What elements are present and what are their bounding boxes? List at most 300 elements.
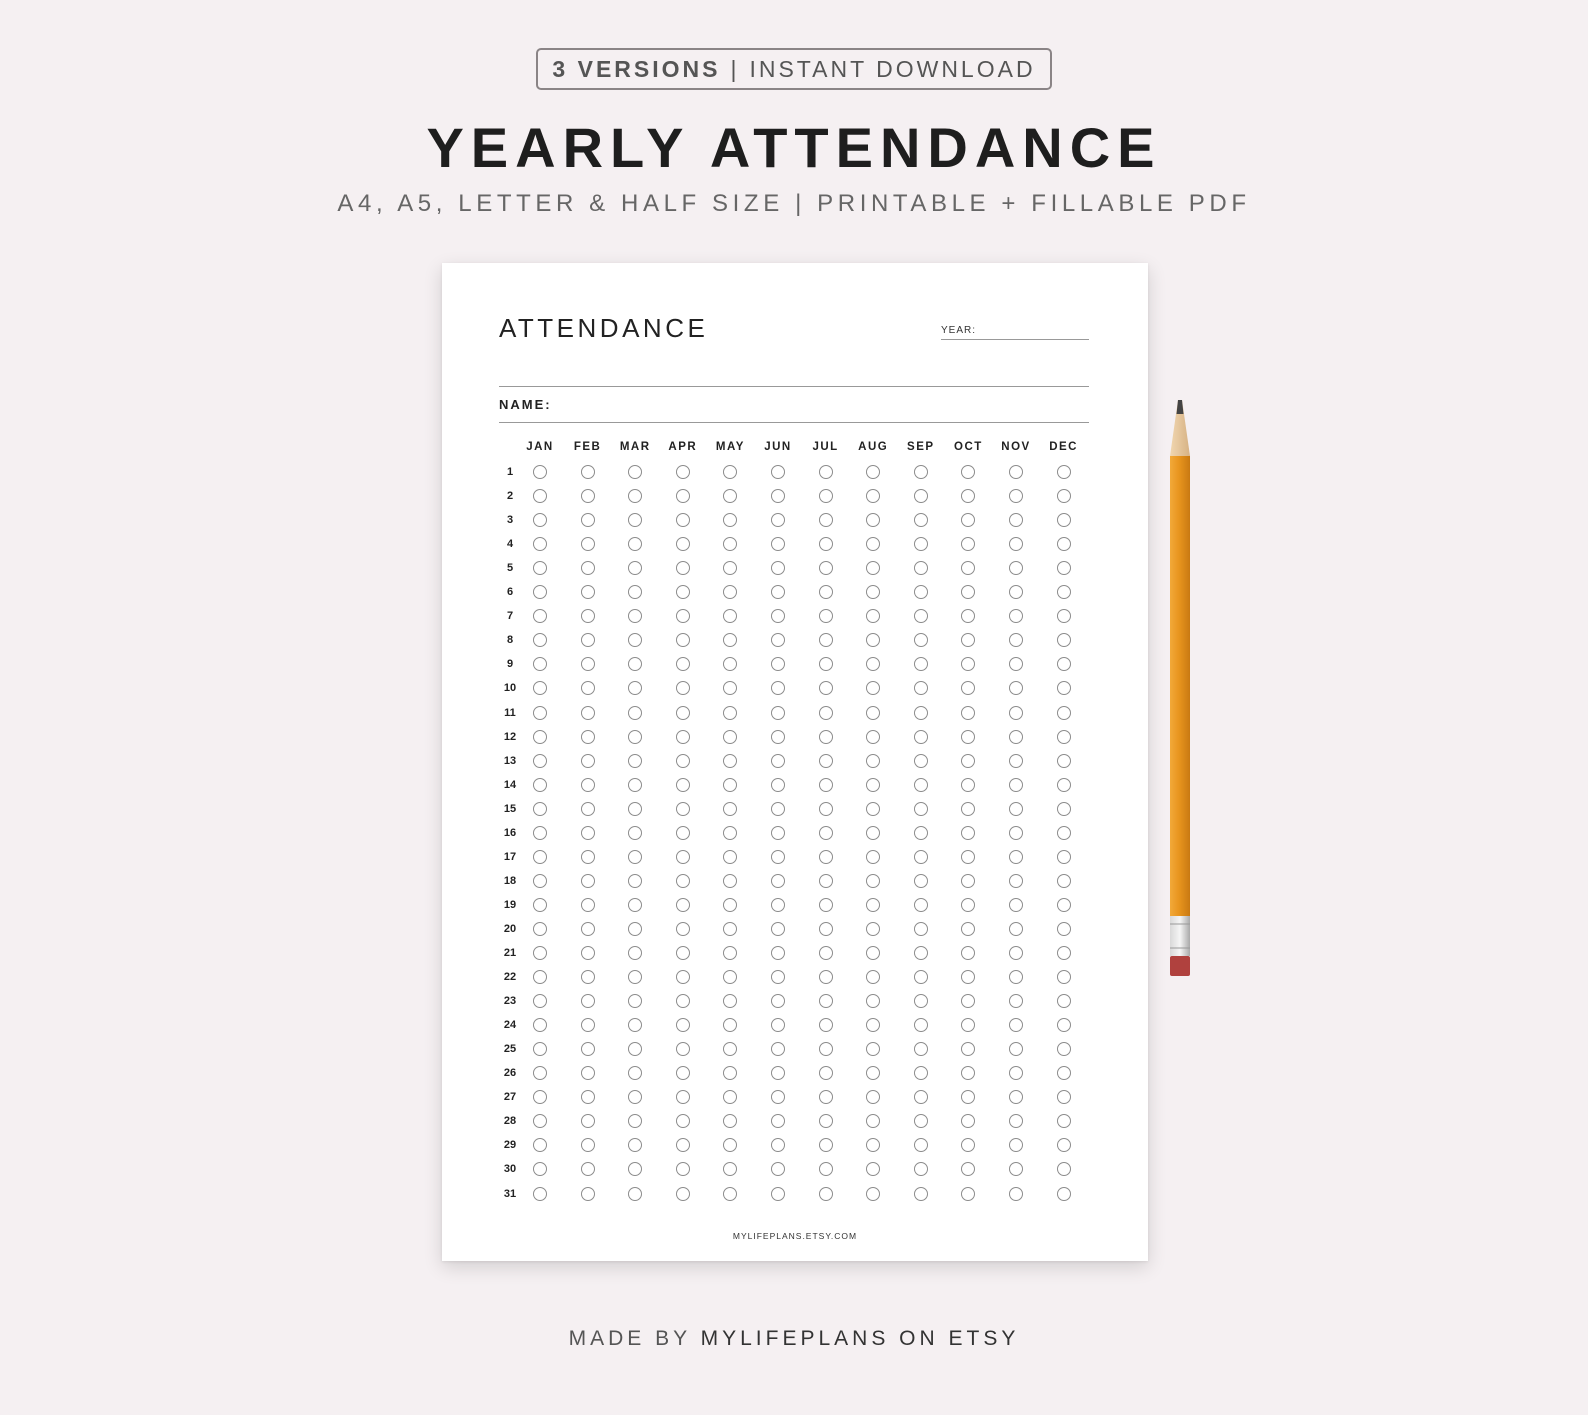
attendance-checkbox[interactable] bbox=[628, 1187, 642, 1201]
attendance-checkbox[interactable] bbox=[819, 826, 833, 840]
attendance-checkbox[interactable] bbox=[1009, 994, 1023, 1008]
attendance-checkbox[interactable] bbox=[819, 970, 833, 984]
attendance-checkbox[interactable] bbox=[1057, 1114, 1071, 1128]
attendance-checkbox[interactable] bbox=[581, 1066, 595, 1080]
attendance-checkbox[interactable] bbox=[1057, 513, 1071, 527]
attendance-checkbox[interactable] bbox=[1009, 946, 1023, 960]
attendance-checkbox[interactable] bbox=[628, 706, 642, 720]
attendance-checkbox[interactable] bbox=[1009, 513, 1023, 527]
attendance-checkbox[interactable] bbox=[581, 1138, 595, 1152]
attendance-checkbox[interactable] bbox=[914, 1066, 928, 1080]
attendance-checkbox[interactable] bbox=[676, 1042, 690, 1056]
attendance-checkbox[interactable] bbox=[961, 609, 975, 623]
attendance-checkbox[interactable] bbox=[771, 1114, 785, 1128]
attendance-checkbox[interactable] bbox=[628, 802, 642, 816]
attendance-checkbox[interactable] bbox=[866, 513, 880, 527]
attendance-checkbox[interactable] bbox=[866, 874, 880, 888]
attendance-checkbox[interactable] bbox=[533, 513, 547, 527]
attendance-checkbox[interactable] bbox=[914, 1018, 928, 1032]
attendance-checkbox[interactable] bbox=[1009, 922, 1023, 936]
attendance-checkbox[interactable] bbox=[914, 778, 928, 792]
attendance-checkbox[interactable] bbox=[723, 970, 737, 984]
attendance-checkbox[interactable] bbox=[1009, 537, 1023, 551]
attendance-checkbox[interactable] bbox=[723, 1090, 737, 1104]
attendance-checkbox[interactable] bbox=[1057, 537, 1071, 551]
attendance-checkbox[interactable] bbox=[771, 1138, 785, 1152]
attendance-checkbox[interactable] bbox=[1009, 1114, 1023, 1128]
attendance-checkbox[interactable] bbox=[819, 681, 833, 695]
attendance-checkbox[interactable] bbox=[866, 826, 880, 840]
attendance-checkbox[interactable] bbox=[676, 609, 690, 623]
attendance-checkbox[interactable] bbox=[819, 922, 833, 936]
attendance-checkbox[interactable] bbox=[533, 946, 547, 960]
attendance-checkbox[interactable] bbox=[581, 1187, 595, 1201]
attendance-checkbox[interactable] bbox=[961, 681, 975, 695]
attendance-checkbox[interactable] bbox=[866, 946, 880, 960]
attendance-checkbox[interactable] bbox=[628, 730, 642, 744]
attendance-checkbox[interactable] bbox=[628, 946, 642, 960]
attendance-checkbox[interactable] bbox=[581, 609, 595, 623]
attendance-checkbox[interactable] bbox=[1009, 609, 1023, 623]
attendance-checkbox[interactable] bbox=[723, 561, 737, 575]
attendance-checkbox[interactable] bbox=[961, 633, 975, 647]
attendance-checkbox[interactable] bbox=[914, 633, 928, 647]
attendance-checkbox[interactable] bbox=[723, 489, 737, 503]
attendance-checkbox[interactable] bbox=[819, 1090, 833, 1104]
attendance-checkbox[interactable] bbox=[676, 706, 690, 720]
attendance-checkbox[interactable] bbox=[961, 1066, 975, 1080]
attendance-checkbox[interactable] bbox=[533, 1042, 547, 1056]
attendance-checkbox[interactable] bbox=[961, 1138, 975, 1152]
attendance-checkbox[interactable] bbox=[628, 1162, 642, 1176]
attendance-checkbox[interactable] bbox=[723, 657, 737, 671]
attendance-checkbox[interactable] bbox=[771, 465, 785, 479]
attendance-checkbox[interactable] bbox=[914, 994, 928, 1008]
attendance-checkbox[interactable] bbox=[866, 898, 880, 912]
attendance-checkbox[interactable] bbox=[771, 922, 785, 936]
attendance-checkbox[interactable] bbox=[533, 970, 547, 984]
attendance-checkbox[interactable] bbox=[628, 1066, 642, 1080]
attendance-checkbox[interactable] bbox=[819, 754, 833, 768]
attendance-checkbox[interactable] bbox=[914, 706, 928, 720]
attendance-checkbox[interactable] bbox=[581, 1042, 595, 1056]
attendance-checkbox[interactable] bbox=[533, 730, 547, 744]
attendance-checkbox[interactable] bbox=[676, 1138, 690, 1152]
attendance-checkbox[interactable] bbox=[771, 826, 785, 840]
attendance-checkbox[interactable] bbox=[676, 850, 690, 864]
attendance-checkbox[interactable] bbox=[819, 706, 833, 720]
attendance-checkbox[interactable] bbox=[771, 561, 785, 575]
attendance-checkbox[interactable] bbox=[628, 1138, 642, 1152]
attendance-checkbox[interactable] bbox=[581, 1162, 595, 1176]
attendance-checkbox[interactable] bbox=[1057, 1162, 1071, 1176]
attendance-checkbox[interactable] bbox=[628, 754, 642, 768]
attendance-checkbox[interactable] bbox=[628, 681, 642, 695]
attendance-checkbox[interactable] bbox=[1009, 706, 1023, 720]
attendance-checkbox[interactable] bbox=[819, 513, 833, 527]
attendance-checkbox[interactable] bbox=[771, 1187, 785, 1201]
attendance-checkbox[interactable] bbox=[628, 657, 642, 671]
attendance-checkbox[interactable] bbox=[819, 537, 833, 551]
attendance-checkbox[interactable] bbox=[676, 778, 690, 792]
attendance-checkbox[interactable] bbox=[961, 802, 975, 816]
attendance-checkbox[interactable] bbox=[581, 970, 595, 984]
attendance-checkbox[interactable] bbox=[723, 706, 737, 720]
attendance-checkbox[interactable] bbox=[961, 850, 975, 864]
attendance-checkbox[interactable] bbox=[723, 1162, 737, 1176]
attendance-checkbox[interactable] bbox=[771, 1090, 785, 1104]
attendance-checkbox[interactable] bbox=[723, 802, 737, 816]
attendance-checkbox[interactable] bbox=[581, 922, 595, 936]
attendance-checkbox[interactable] bbox=[866, 994, 880, 1008]
attendance-checkbox[interactable] bbox=[961, 706, 975, 720]
attendance-checkbox[interactable] bbox=[866, 561, 880, 575]
attendance-checkbox[interactable] bbox=[676, 1090, 690, 1104]
attendance-checkbox[interactable] bbox=[866, 489, 880, 503]
attendance-checkbox[interactable] bbox=[628, 465, 642, 479]
attendance-checkbox[interactable] bbox=[961, 1042, 975, 1056]
attendance-checkbox[interactable] bbox=[819, 561, 833, 575]
attendance-checkbox[interactable] bbox=[676, 898, 690, 912]
attendance-checkbox[interactable] bbox=[914, 1090, 928, 1104]
attendance-checkbox[interactable] bbox=[1009, 1162, 1023, 1176]
attendance-checkbox[interactable] bbox=[533, 1138, 547, 1152]
attendance-checkbox[interactable] bbox=[1057, 1138, 1071, 1152]
attendance-checkbox[interactable] bbox=[628, 850, 642, 864]
attendance-checkbox[interactable] bbox=[628, 513, 642, 527]
attendance-checkbox[interactable] bbox=[819, 609, 833, 623]
attendance-checkbox[interactable] bbox=[723, 730, 737, 744]
attendance-checkbox[interactable] bbox=[914, 465, 928, 479]
attendance-checkbox[interactable] bbox=[723, 633, 737, 647]
attendance-checkbox[interactable] bbox=[866, 970, 880, 984]
attendance-checkbox[interactable] bbox=[914, 898, 928, 912]
attendance-checkbox[interactable] bbox=[819, 730, 833, 744]
attendance-checkbox[interactable] bbox=[771, 874, 785, 888]
attendance-checkbox[interactable] bbox=[581, 585, 595, 599]
attendance-checkbox[interactable] bbox=[771, 850, 785, 864]
attendance-checkbox[interactable] bbox=[961, 489, 975, 503]
attendance-checkbox[interactable] bbox=[581, 874, 595, 888]
attendance-checkbox[interactable] bbox=[581, 946, 595, 960]
attendance-checkbox[interactable] bbox=[771, 706, 785, 720]
attendance-checkbox[interactable] bbox=[819, 1066, 833, 1080]
attendance-checkbox[interactable] bbox=[533, 633, 547, 647]
attendance-checkbox[interactable] bbox=[819, 778, 833, 792]
attendance-checkbox[interactable] bbox=[1057, 609, 1071, 623]
attendance-checkbox[interactable] bbox=[1009, 730, 1023, 744]
attendance-checkbox[interactable] bbox=[866, 681, 880, 695]
attendance-checkbox[interactable] bbox=[533, 1018, 547, 1032]
attendance-checkbox[interactable] bbox=[819, 633, 833, 647]
attendance-checkbox[interactable] bbox=[1009, 465, 1023, 479]
attendance-checkbox[interactable] bbox=[819, 1042, 833, 1056]
attendance-checkbox[interactable] bbox=[819, 1187, 833, 1201]
attendance-checkbox[interactable] bbox=[581, 537, 595, 551]
attendance-checkbox[interactable] bbox=[771, 754, 785, 768]
attendance-checkbox[interactable] bbox=[771, 609, 785, 623]
attendance-checkbox[interactable] bbox=[866, 1138, 880, 1152]
attendance-checkbox[interactable] bbox=[771, 898, 785, 912]
attendance-checkbox[interactable] bbox=[961, 1114, 975, 1128]
attendance-checkbox[interactable] bbox=[914, 513, 928, 527]
attendance-checkbox[interactable] bbox=[1009, 1187, 1023, 1201]
attendance-checkbox[interactable] bbox=[914, 970, 928, 984]
attendance-checkbox[interactable] bbox=[676, 1066, 690, 1080]
attendance-checkbox[interactable] bbox=[581, 1090, 595, 1104]
attendance-checkbox[interactable] bbox=[1009, 754, 1023, 768]
attendance-checkbox[interactable] bbox=[866, 609, 880, 623]
attendance-checkbox[interactable] bbox=[1057, 706, 1071, 720]
attendance-checkbox[interactable] bbox=[1057, 826, 1071, 840]
attendance-checkbox[interactable] bbox=[581, 994, 595, 1008]
attendance-checkbox[interactable] bbox=[723, 754, 737, 768]
attendance-checkbox[interactable] bbox=[676, 754, 690, 768]
attendance-checkbox[interactable] bbox=[914, 561, 928, 575]
attendance-checkbox[interactable] bbox=[1009, 1138, 1023, 1152]
attendance-checkbox[interactable] bbox=[676, 826, 690, 840]
attendance-checkbox[interactable] bbox=[866, 657, 880, 671]
attendance-checkbox[interactable] bbox=[1057, 874, 1071, 888]
attendance-checkbox[interactable] bbox=[723, 681, 737, 695]
attendance-checkbox[interactable] bbox=[819, 1114, 833, 1128]
attendance-checkbox[interactable] bbox=[581, 489, 595, 503]
attendance-checkbox[interactable] bbox=[723, 1138, 737, 1152]
attendance-checkbox[interactable] bbox=[1057, 898, 1071, 912]
attendance-checkbox[interactable] bbox=[581, 1018, 595, 1032]
attendance-checkbox[interactable] bbox=[533, 706, 547, 720]
attendance-checkbox[interactable] bbox=[961, 1090, 975, 1104]
attendance-checkbox[interactable] bbox=[676, 657, 690, 671]
attendance-checkbox[interactable] bbox=[723, 874, 737, 888]
attendance-checkbox[interactable] bbox=[914, 850, 928, 864]
attendance-checkbox[interactable] bbox=[961, 1018, 975, 1032]
attendance-checkbox[interactable] bbox=[723, 585, 737, 599]
attendance-checkbox[interactable] bbox=[771, 994, 785, 1008]
attendance-checkbox[interactable] bbox=[914, 537, 928, 551]
attendance-checkbox[interactable] bbox=[1057, 585, 1071, 599]
attendance-checkbox[interactable] bbox=[1057, 802, 1071, 816]
attendance-checkbox[interactable] bbox=[1057, 1066, 1071, 1080]
attendance-checkbox[interactable] bbox=[961, 1162, 975, 1176]
attendance-checkbox[interactable] bbox=[914, 754, 928, 768]
attendance-checkbox[interactable] bbox=[533, 1187, 547, 1201]
attendance-checkbox[interactable] bbox=[1057, 778, 1071, 792]
attendance-checkbox[interactable] bbox=[581, 778, 595, 792]
attendance-checkbox[interactable] bbox=[1057, 922, 1071, 936]
attendance-checkbox[interactable] bbox=[819, 946, 833, 960]
attendance-checkbox[interactable] bbox=[866, 1090, 880, 1104]
attendance-checkbox[interactable] bbox=[533, 826, 547, 840]
attendance-checkbox[interactable] bbox=[533, 465, 547, 479]
attendance-checkbox[interactable] bbox=[533, 874, 547, 888]
attendance-checkbox[interactable] bbox=[866, 922, 880, 936]
attendance-checkbox[interactable] bbox=[961, 1187, 975, 1201]
attendance-checkbox[interactable] bbox=[866, 754, 880, 768]
attendance-checkbox[interactable] bbox=[628, 898, 642, 912]
attendance-checkbox[interactable] bbox=[819, 657, 833, 671]
attendance-checkbox[interactable] bbox=[819, 1162, 833, 1176]
attendance-checkbox[interactable] bbox=[628, 778, 642, 792]
attendance-checkbox[interactable] bbox=[866, 706, 880, 720]
attendance-checkbox[interactable] bbox=[771, 681, 785, 695]
attendance-checkbox[interactable] bbox=[1057, 1090, 1071, 1104]
attendance-checkbox[interactable] bbox=[676, 465, 690, 479]
attendance-checkbox[interactable] bbox=[581, 633, 595, 647]
attendance-checkbox[interactable] bbox=[866, 1187, 880, 1201]
attendance-checkbox[interactable] bbox=[676, 1018, 690, 1032]
attendance-checkbox[interactable] bbox=[961, 778, 975, 792]
attendance-checkbox[interactable] bbox=[914, 802, 928, 816]
attendance-checkbox[interactable] bbox=[533, 850, 547, 864]
attendance-checkbox[interactable] bbox=[961, 561, 975, 575]
attendance-checkbox[interactable] bbox=[676, 633, 690, 647]
attendance-checkbox[interactable] bbox=[581, 754, 595, 768]
attendance-checkbox[interactable] bbox=[1057, 1042, 1071, 1056]
attendance-checkbox[interactable] bbox=[628, 1114, 642, 1128]
attendance-checkbox[interactable] bbox=[866, 730, 880, 744]
attendance-checkbox[interactable] bbox=[914, 730, 928, 744]
attendance-checkbox[interactable] bbox=[961, 730, 975, 744]
attendance-checkbox[interactable] bbox=[581, 681, 595, 695]
attendance-checkbox[interactable] bbox=[771, 1066, 785, 1080]
attendance-checkbox[interactable] bbox=[914, 1187, 928, 1201]
attendance-checkbox[interactable] bbox=[914, 946, 928, 960]
attendance-checkbox[interactable] bbox=[866, 633, 880, 647]
attendance-checkbox[interactable] bbox=[819, 802, 833, 816]
attendance-checkbox[interactable] bbox=[771, 633, 785, 647]
attendance-checkbox[interactable] bbox=[723, 1018, 737, 1032]
attendance-checkbox[interactable] bbox=[723, 898, 737, 912]
attendance-checkbox[interactable] bbox=[1057, 850, 1071, 864]
attendance-checkbox[interactable] bbox=[819, 465, 833, 479]
attendance-checkbox[interactable] bbox=[1057, 681, 1071, 695]
attendance-checkbox[interactable] bbox=[866, 850, 880, 864]
attendance-checkbox[interactable] bbox=[723, 826, 737, 840]
attendance-checkbox[interactable] bbox=[723, 513, 737, 527]
attendance-checkbox[interactable] bbox=[1009, 585, 1023, 599]
attendance-checkbox[interactable] bbox=[914, 489, 928, 503]
attendance-checkbox[interactable] bbox=[533, 778, 547, 792]
attendance-checkbox[interactable] bbox=[581, 561, 595, 575]
attendance-checkbox[interactable] bbox=[628, 970, 642, 984]
attendance-checkbox[interactable] bbox=[1009, 970, 1023, 984]
attendance-checkbox[interactable] bbox=[723, 1187, 737, 1201]
attendance-checkbox[interactable] bbox=[961, 874, 975, 888]
attendance-checkbox[interactable] bbox=[1009, 826, 1023, 840]
attendance-checkbox[interactable] bbox=[914, 826, 928, 840]
attendance-checkbox[interactable] bbox=[866, 1114, 880, 1128]
attendance-checkbox[interactable] bbox=[581, 1114, 595, 1128]
attendance-checkbox[interactable] bbox=[914, 585, 928, 599]
attendance-checkbox[interactable] bbox=[914, 1162, 928, 1176]
attendance-checkbox[interactable] bbox=[914, 609, 928, 623]
attendance-checkbox[interactable] bbox=[723, 778, 737, 792]
attendance-checkbox[interactable] bbox=[676, 802, 690, 816]
attendance-checkbox[interactable] bbox=[961, 922, 975, 936]
attendance-checkbox[interactable] bbox=[771, 585, 785, 599]
attendance-checkbox[interactable] bbox=[676, 537, 690, 551]
attendance-checkbox[interactable] bbox=[533, 489, 547, 503]
attendance-checkbox[interactable] bbox=[533, 1162, 547, 1176]
year-field-line[interactable] bbox=[941, 339, 1089, 340]
attendance-checkbox[interactable] bbox=[1009, 1042, 1023, 1056]
attendance-checkbox[interactable] bbox=[961, 465, 975, 479]
attendance-checkbox[interactable] bbox=[628, 1042, 642, 1056]
attendance-checkbox[interactable] bbox=[914, 922, 928, 936]
attendance-checkbox[interactable] bbox=[1009, 657, 1023, 671]
attendance-checkbox[interactable] bbox=[676, 561, 690, 575]
attendance-checkbox[interactable] bbox=[1009, 633, 1023, 647]
attendance-checkbox[interactable] bbox=[1057, 633, 1071, 647]
attendance-checkbox[interactable] bbox=[1009, 850, 1023, 864]
attendance-checkbox[interactable] bbox=[961, 537, 975, 551]
attendance-checkbox[interactable] bbox=[676, 1162, 690, 1176]
attendance-checkbox[interactable] bbox=[1057, 489, 1071, 503]
attendance-checkbox[interactable] bbox=[676, 681, 690, 695]
attendance-checkbox[interactable] bbox=[866, 802, 880, 816]
attendance-checkbox[interactable] bbox=[533, 994, 547, 1008]
name-field-line[interactable] bbox=[499, 422, 1089, 423]
attendance-checkbox[interactable] bbox=[581, 826, 595, 840]
attendance-checkbox[interactable] bbox=[628, 609, 642, 623]
attendance-checkbox[interactable] bbox=[676, 922, 690, 936]
attendance-checkbox[interactable] bbox=[1009, 489, 1023, 503]
attendance-checkbox[interactable] bbox=[723, 465, 737, 479]
attendance-checkbox[interactable] bbox=[771, 1042, 785, 1056]
attendance-checkbox[interactable] bbox=[1057, 754, 1071, 768]
attendance-checkbox[interactable] bbox=[961, 585, 975, 599]
attendance-checkbox[interactable] bbox=[581, 657, 595, 671]
attendance-checkbox[interactable] bbox=[771, 1162, 785, 1176]
attendance-checkbox[interactable] bbox=[771, 970, 785, 984]
attendance-checkbox[interactable] bbox=[771, 946, 785, 960]
attendance-checkbox[interactable] bbox=[819, 1018, 833, 1032]
attendance-checkbox[interactable] bbox=[723, 1042, 737, 1056]
attendance-checkbox[interactable] bbox=[628, 633, 642, 647]
attendance-checkbox[interactable] bbox=[866, 1162, 880, 1176]
attendance-checkbox[interactable] bbox=[819, 489, 833, 503]
attendance-checkbox[interactable] bbox=[723, 946, 737, 960]
attendance-checkbox[interactable] bbox=[1009, 1018, 1023, 1032]
attendance-checkbox[interactable] bbox=[961, 946, 975, 960]
attendance-checkbox[interactable] bbox=[961, 994, 975, 1008]
attendance-checkbox[interactable] bbox=[676, 1187, 690, 1201]
attendance-checkbox[interactable] bbox=[1057, 970, 1071, 984]
attendance-checkbox[interactable] bbox=[1009, 898, 1023, 912]
attendance-checkbox[interactable] bbox=[1009, 1090, 1023, 1104]
attendance-checkbox[interactable] bbox=[533, 754, 547, 768]
attendance-checkbox[interactable] bbox=[771, 730, 785, 744]
attendance-checkbox[interactable] bbox=[961, 898, 975, 912]
attendance-checkbox[interactable] bbox=[581, 898, 595, 912]
attendance-checkbox[interactable] bbox=[628, 922, 642, 936]
attendance-checkbox[interactable] bbox=[914, 657, 928, 671]
attendance-checkbox[interactable] bbox=[819, 1138, 833, 1152]
attendance-checkbox[interactable] bbox=[819, 585, 833, 599]
attendance-checkbox[interactable] bbox=[914, 1138, 928, 1152]
attendance-checkbox[interactable] bbox=[866, 465, 880, 479]
attendance-checkbox[interactable] bbox=[533, 657, 547, 671]
attendance-checkbox[interactable] bbox=[533, 898, 547, 912]
attendance-checkbox[interactable] bbox=[771, 513, 785, 527]
attendance-checkbox[interactable] bbox=[723, 609, 737, 623]
attendance-checkbox[interactable] bbox=[771, 1018, 785, 1032]
attendance-checkbox[interactable] bbox=[628, 489, 642, 503]
attendance-checkbox[interactable] bbox=[1057, 994, 1071, 1008]
attendance-checkbox[interactable] bbox=[1057, 1018, 1071, 1032]
attendance-checkbox[interactable] bbox=[581, 850, 595, 864]
